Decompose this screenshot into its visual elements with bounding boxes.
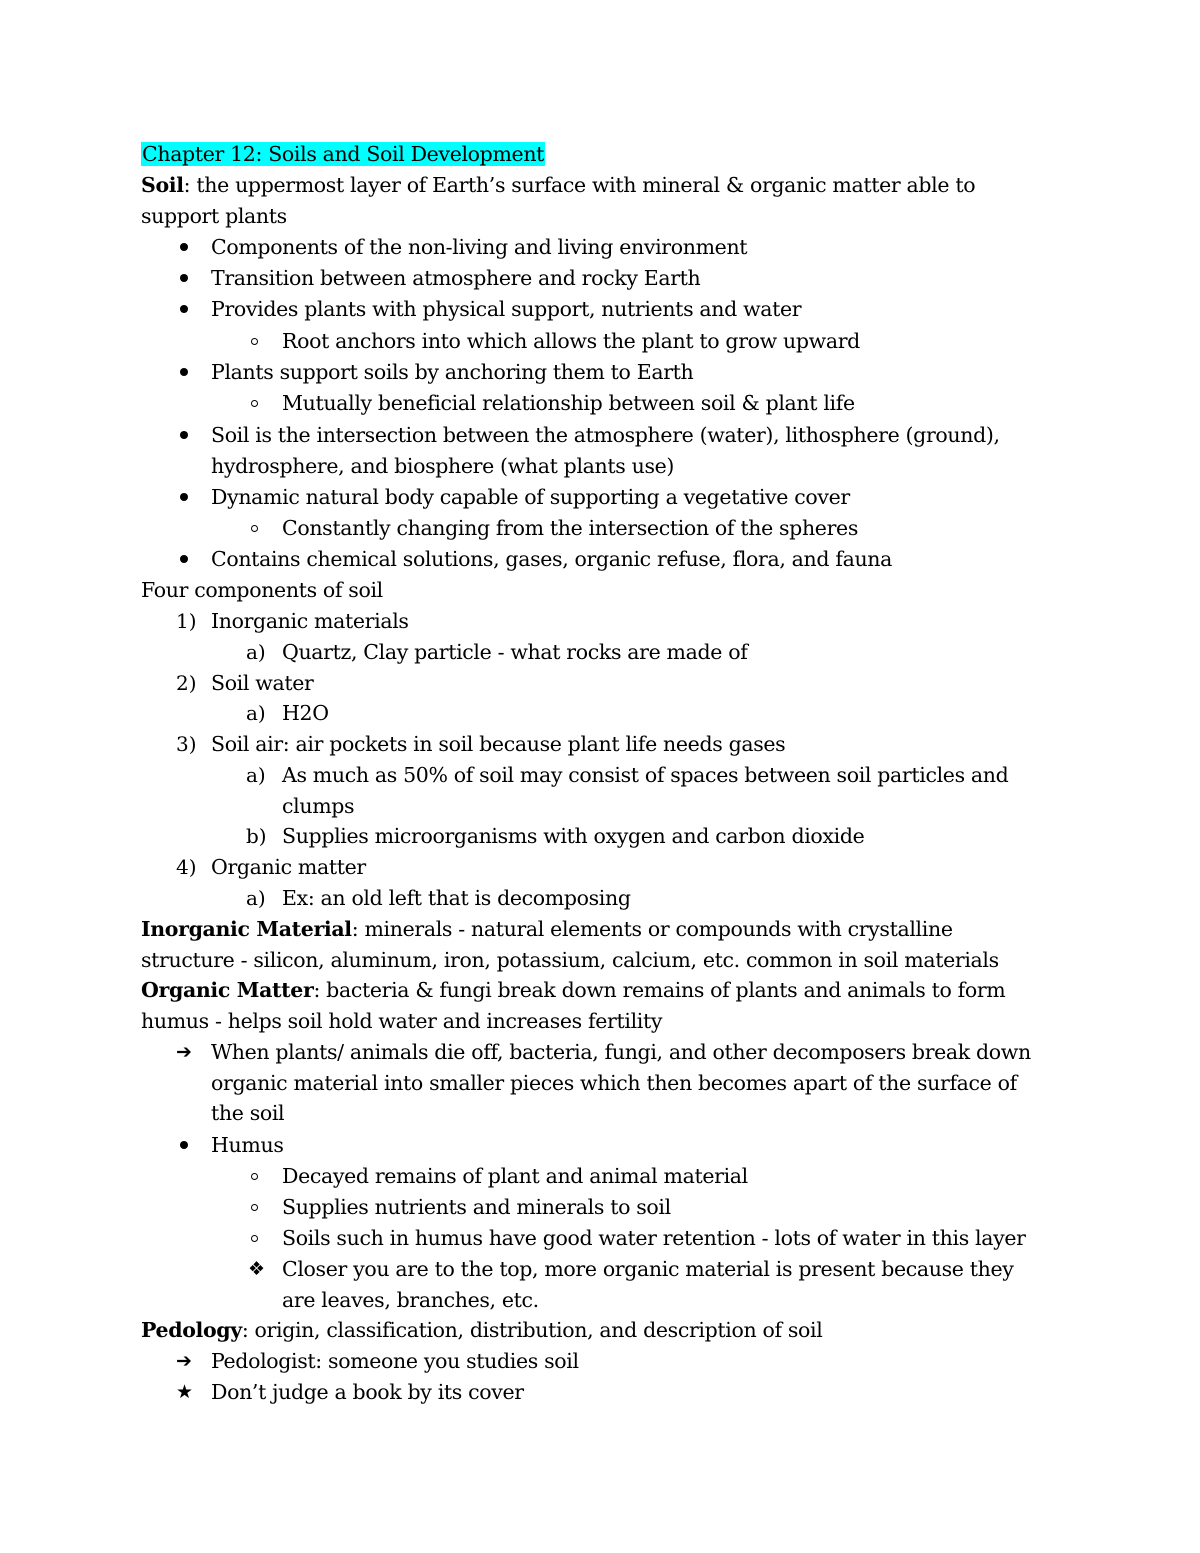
- bullet-circle-icon: [251, 1204, 258, 1211]
- bullet-dot-icon: [180, 243, 188, 251]
- list-letter: b): [246, 824, 267, 848]
- arrow-icon: ➔: [176, 1350, 192, 1372]
- list-item: Supplies microorganisms with oxygen and carbon dioxide: [282, 824, 865, 848]
- list-letter: a): [246, 886, 266, 910]
- list-item: Soil air: air pockets in soil because plant life needs gases: [211, 732, 786, 756]
- list-item: Soil is the intersection between the atmosphere (water), lithosphere (ground),: [211, 423, 1000, 447]
- list-item: Constantly changing from the intersection of the spheres: [282, 516, 858, 540]
- list-item: Provides plants with physical support, nutrients and water: [211, 297, 802, 321]
- bullet-dot-icon: [180, 431, 188, 439]
- inorganic-text: : minerals - natural elements or compounds with crystalline: [351, 917, 953, 941]
- inorganic-term: Inorganic Material: [141, 917, 352, 941]
- list-item: Mutually beneficial relationship between soil & plant life: [282, 391, 855, 415]
- list-item-continuation: organic material into smaller pieces which then becomes apart of the surface of: [211, 1071, 1017, 1095]
- pedology-text: : origin, classification, distribution, and description of soil: [241, 1318, 823, 1342]
- bullet-dot-icon: [180, 1141, 188, 1149]
- list-item: Dynamic natural body capable of supporting a vegetative cover: [211, 485, 850, 509]
- bullet-dot-icon: [180, 305, 188, 313]
- soil-definition-line-1: [141, 170, 975, 200]
- list-item: Contains chemical solutions, gases, organic refuse, flora, and fauna: [211, 547, 893, 571]
- list-item: Decayed remains of plant and animal material: [282, 1164, 748, 1188]
- bullet-dot-icon: [180, 274, 188, 282]
- list-letter: a): [246, 763, 266, 787]
- list-item: Supplies nutrients and minerals to soil: [282, 1195, 671, 1219]
- list-item: Soils such in humus have good water retention - lots of water in this layer: [282, 1226, 1026, 1250]
- list-number: 1): [176, 609, 197, 633]
- list-item: Humus: [211, 1133, 284, 1157]
- list-item: When plants/ animals die off, bacteria, fungi, and other decomposers break down: [211, 1040, 1031, 1064]
- list-item: H2O: [282, 701, 329, 725]
- list-item-continuation: clumps: [282, 794, 355, 818]
- list-item: Soil water: [211, 671, 314, 695]
- title-highlight: Chapter 12: Soils and Soil Development: [142, 142, 545, 166]
- list-number: 3): [176, 732, 197, 756]
- list-item: Pedologist: someone you studies soil: [211, 1349, 579, 1373]
- bullet-circle-icon: [251, 338, 258, 345]
- list-item: Quartz, Clay particle - what rocks are made of: [282, 640, 748, 664]
- page-title: [141, 139, 545, 169]
- diamond-icon: ❖: [248, 1258, 266, 1280]
- bullet-circle-icon: [251, 1235, 258, 1242]
- list-number: 4): [176, 855, 197, 879]
- bullet-dot-icon: [180, 368, 188, 376]
- bullet-dot-icon: [180, 493, 188, 501]
- organic-term: Organic Matter: [141, 978, 314, 1002]
- list-letter: a): [246, 701, 266, 725]
- list-item: Components of the non-living and living environment: [211, 235, 748, 259]
- soil-definition-text: : the uppermost layer of Earth’s surface with mineral & organic matter able to: [183, 173, 976, 197]
- bullet-circle-icon: [251, 525, 258, 532]
- list-item: Don’t judge a book by its cover: [211, 1380, 524, 1404]
- inorganic-definition-line-1: [141, 914, 953, 944]
- list-item: Root anchors into which allows the plant to grow upward: [282, 329, 860, 353]
- bullet-circle-icon: [251, 400, 258, 407]
- pedology-term: Pedology: [141, 1318, 242, 1342]
- list-item: Inorganic materials: [211, 609, 409, 633]
- soil-definition-line-2: support plants: [141, 204, 287, 228]
- soil-term: Soil: [141, 173, 184, 197]
- list-item-continuation: the soil: [211, 1101, 285, 1125]
- list-item: Plants support soils by anchoring them to Earth: [211, 360, 694, 384]
- bullet-dot-icon: [180, 555, 188, 563]
- list-letter: a): [246, 640, 266, 664]
- list-number: 2): [176, 671, 197, 695]
- list-item-continuation: are leaves, branches, etc.: [282, 1288, 539, 1312]
- organic-definition-line-2: humus - helps soil hold water and increases fertility: [141, 1009, 663, 1033]
- list-item: Ex: an old left that is decomposing: [282, 886, 631, 910]
- bullet-circle-icon: [251, 1173, 258, 1180]
- pedology-definition: [141, 1315, 822, 1345]
- list-item: Closer you are to the top, more organic material is present because they: [282, 1257, 1014, 1281]
- list-item: Transition between atmosphere and rocky Earth: [211, 266, 701, 290]
- list-item-continuation: hydrosphere, and biosphere (what plants use): [211, 454, 675, 478]
- star-icon: ★: [176, 1381, 194, 1403]
- organic-text: : bacteria & fungi break down remains of plants and animals to form: [313, 978, 1006, 1002]
- inorganic-definition-line-2: structure - silicon, aluminum, iron, potassium, calcium, etc. common in soil materials: [141, 948, 999, 972]
- list-item: Organic matter: [211, 855, 366, 879]
- four-components-heading: Four components of soil: [141, 578, 383, 602]
- list-item: As much as 50% of soil may consist of spaces between soil particles and: [282, 763, 1009, 787]
- organic-definition-line-1: [141, 975, 1005, 1005]
- arrow-icon: ➔: [176, 1041, 192, 1063]
